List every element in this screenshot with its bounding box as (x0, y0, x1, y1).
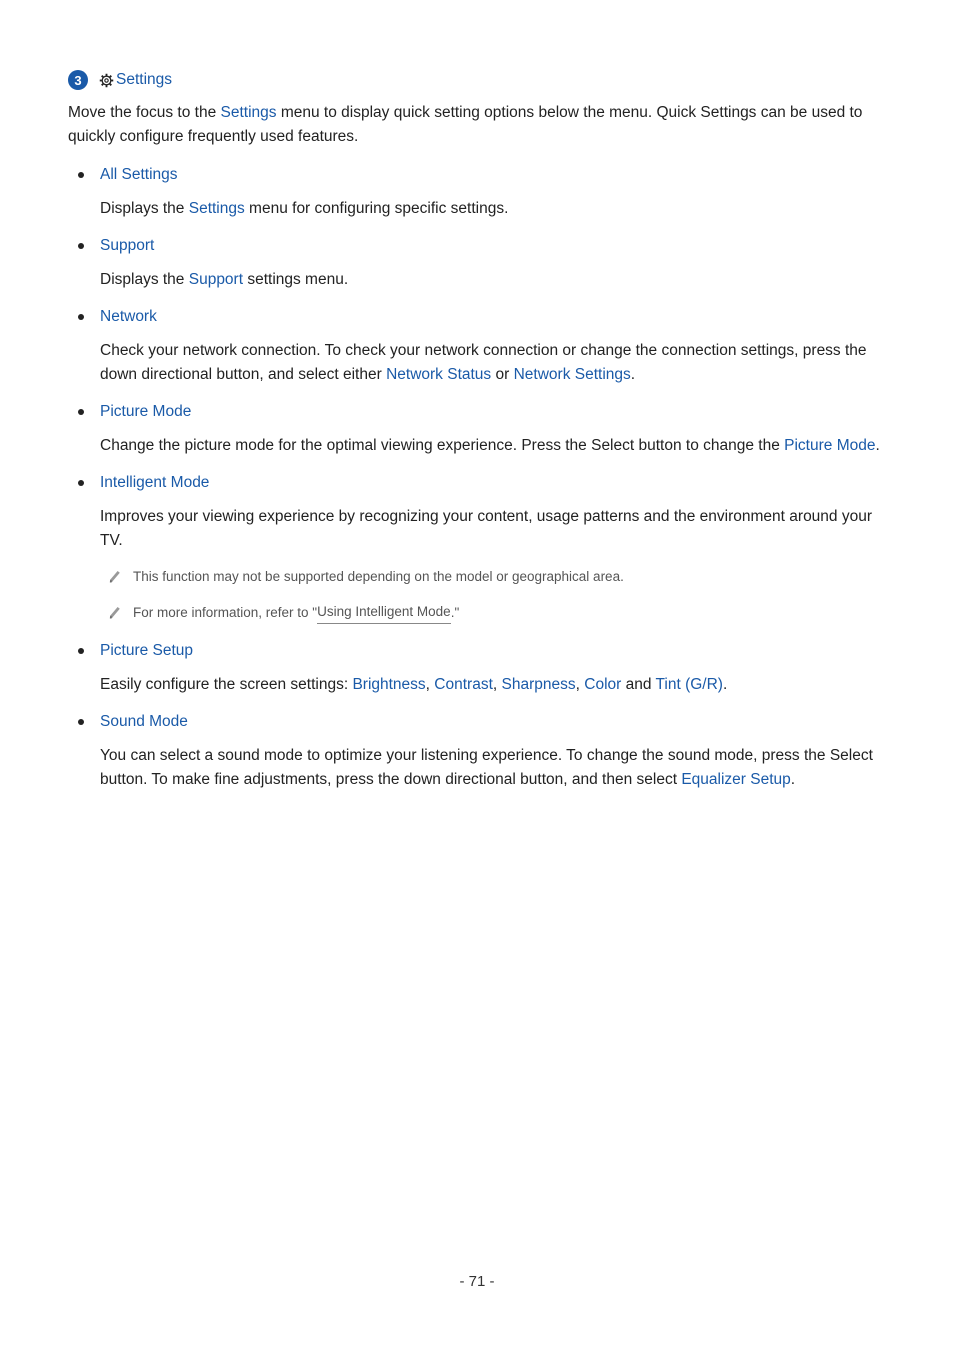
intro-paragraph (68, 101, 898, 149)
settings-link-text: Settings (220, 104, 277, 121)
section-title: Settings (116, 71, 173, 88)
item-description: Check your network connection. To check your network connection or change the connection settings, press the down directional button, and select either Network Status or Network Settings. (100, 342, 867, 383)
list-item-network (68, 305, 898, 387)
using-intelligent-mode-link[interactable]: Using Intelligent Mode (317, 602, 451, 624)
item-title: All Settings (68, 163, 898, 187)
item-description: Displays the Settings menu for configuring specific settings. (100, 200, 509, 217)
page-number: - 71 - (459, 1273, 495, 1290)
quick-settings-list (68, 163, 898, 805)
pencil-icon (108, 606, 122, 620)
item-description: You can select a sound mode to optimize your listening experience. To change the sound mode, press the Select button. To make fine adjustments, press the down directional button, and then select Equalizer Setup. (100, 747, 873, 788)
item-description: Displays the Support settings menu. (100, 271, 349, 288)
note: For more information, refer to " Using Intelligent Mode ." (100, 602, 898, 624)
section-heading (68, 68, 172, 92)
intro-text: menu to display quick setting options below the menu. Quick Settings can be used to quickly configure frequently used features. (68, 104, 863, 145)
list-item-picture-mode (68, 400, 898, 458)
item-description: Improves your viewing experience by recognizing your content, usage patterns and the environment around your TV. (100, 508, 873, 549)
list-item-picture-setup (68, 639, 898, 697)
item-title: Picture Mode (68, 400, 898, 424)
gear-icon (99, 73, 114, 88)
notes (68, 567, 898, 624)
intro-text: Move the focus to the (68, 104, 221, 121)
list-item-sound-mode (68, 710, 898, 792)
item-title: Intelligent Mode (68, 471, 898, 495)
item-title: Sound Mode (68, 710, 898, 734)
item-title: Support (68, 234, 898, 258)
step-number-badge: 3 (68, 70, 88, 90)
note: This function may not be supported depending on the model or geographical area. (100, 567, 898, 587)
item-title: Picture Setup (68, 639, 898, 663)
list-item-all-settings (68, 163, 898, 221)
list-item-intelligent-mode (68, 471, 898, 624)
item-title: Network (68, 305, 898, 329)
item-description: Easily configure the screen settings: Brightness, Contrast, Sharpness, Color and Tint (G/R). (100, 676, 728, 693)
pencil-icon (108, 570, 122, 584)
item-description: Change the picture mode for the optimal viewing experience. Press the Select button to change the Picture Mode. (100, 437, 880, 454)
list-item-support (68, 234, 898, 292)
